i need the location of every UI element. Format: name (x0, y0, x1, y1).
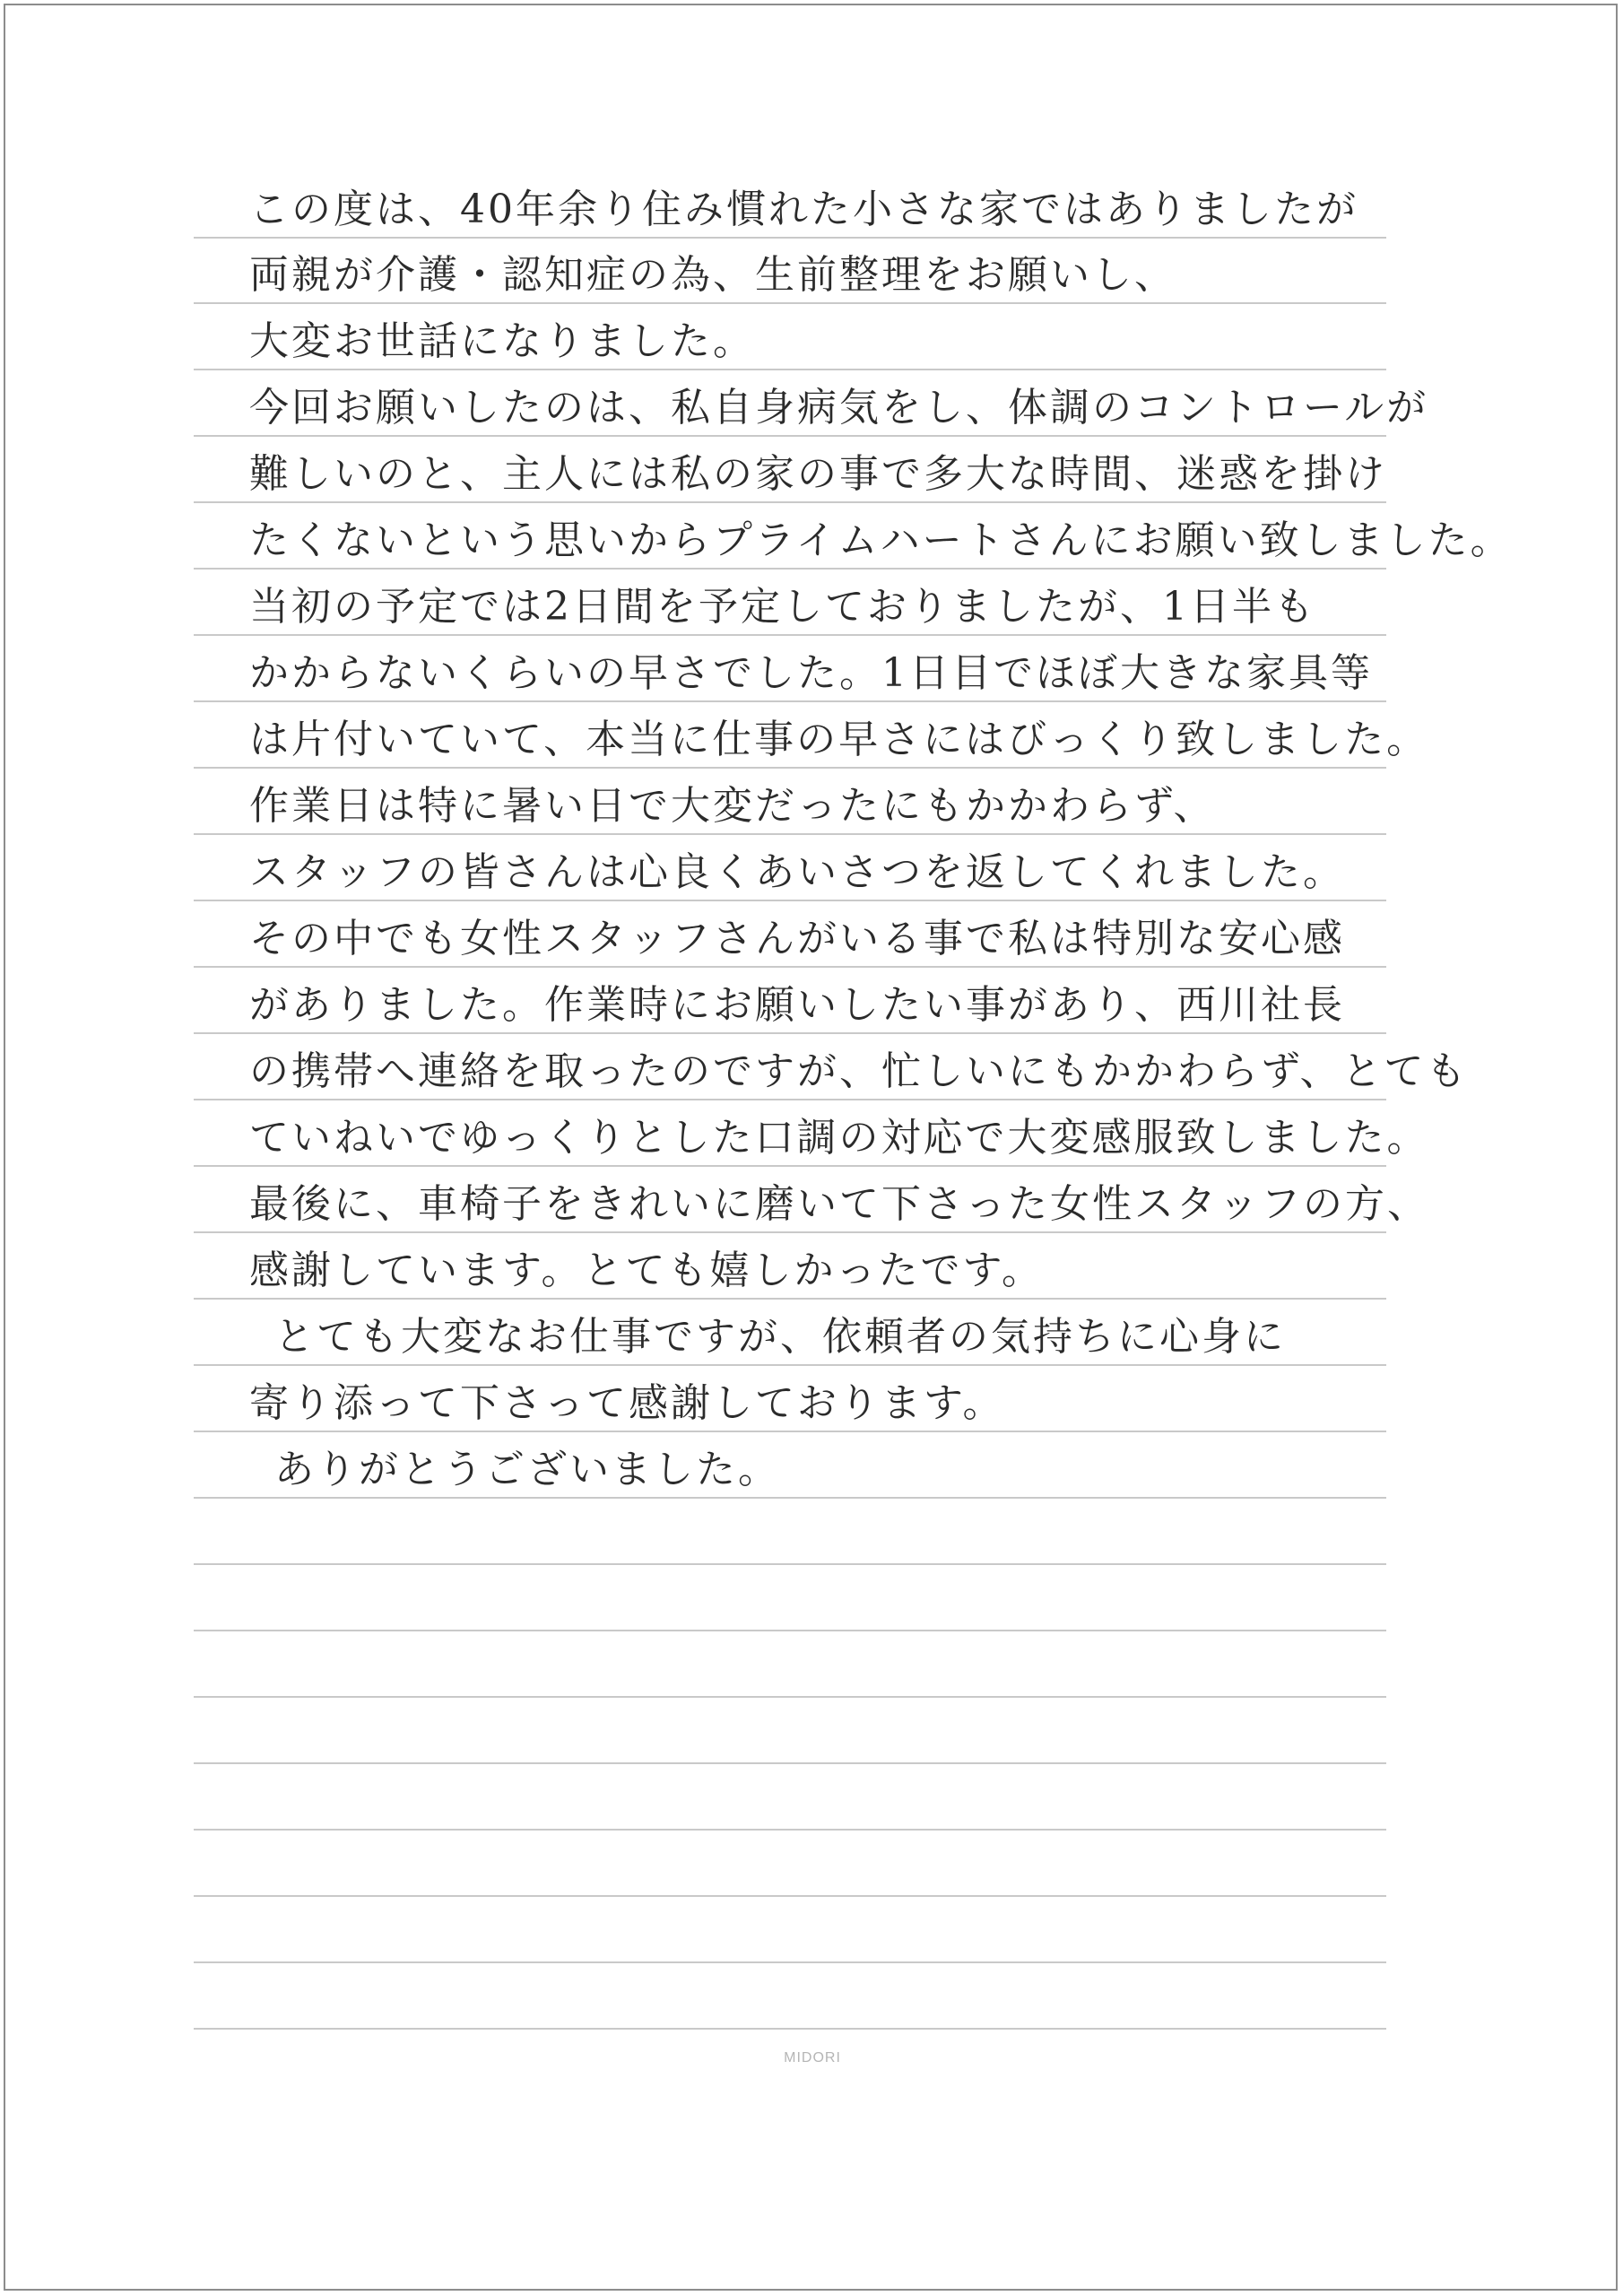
rule-line (194, 1165, 1386, 1167)
letter-line: 寄り添って下さって感謝しております。 (249, 1380, 1005, 1426)
letter-line: 今回お願いしたのは、私自身病気をし、体調のコントロールが (249, 385, 1429, 430)
letter-line: この度は、40年余り住み慣れた小さな家ではありましたが (249, 187, 1358, 232)
rule-line (194, 1099, 1386, 1100)
rule-line (194, 1696, 1386, 1698)
rule-line (194, 1762, 1386, 1764)
rule-line (194, 1895, 1386, 1897)
rule-line (194, 435, 1386, 437)
letter-line: とても大変なお仕事ですが、依頼者の気持ちに心身に (274, 1314, 1286, 1360)
rule-line (194, 700, 1386, 702)
letter-line: たくないという思いからプライムハートさんにお願い致しました。 (249, 517, 1513, 563)
brand-mark: MIDORI (784, 2050, 841, 2066)
rule-line (194, 237, 1386, 239)
letter-line: かからないくらいの早さでした。1日目でほぼ大きな家具等 (249, 650, 1373, 696)
rule-line (194, 568, 1386, 570)
letter-line: 両親が介護・認知症の為、生前整理をお願いし、 (249, 252, 1176, 298)
rule-line (194, 1431, 1386, 1432)
rule-line (194, 1497, 1386, 1499)
letter-line: 難しいのと、主人には私の家の事で多大な時間、迷惑を掛け (249, 451, 1387, 497)
letter-line: の携帯へ連絡を取ったのですが、忙しいにもかかわらず、とても (249, 1048, 1469, 1094)
rule-line (194, 1961, 1386, 1963)
letter-line: その中でも女性スタッフさんがいる事で私は特別な安心感 (249, 916, 1345, 961)
rule-line (194, 302, 1386, 304)
rule-line (194, 1630, 1386, 1631)
rule-line (194, 833, 1386, 835)
letter-line: 作業日は特に暑い日で大変だったにもかかわらず、 (249, 783, 1216, 829)
rule-line (194, 966, 1386, 968)
letter-line: 最後に、車椅子をきれいに磨いて下さった女性スタッフの方、 (249, 1181, 1429, 1227)
rule-line (194, 767, 1386, 769)
rule-line (194, 1829, 1386, 1831)
rule-line (194, 900, 1386, 901)
rule-line (194, 1298, 1386, 1300)
letter-line: 当初の予定では2日間を予定しておりましたが、1日半も (249, 584, 1316, 630)
rule-line (194, 1563, 1386, 1565)
rule-line (194, 2028, 1386, 2030)
rule-line (194, 1032, 1386, 1034)
notebook-sheet (4, 4, 1618, 2291)
letter-line: がありました。作業時にお願いしたい事があり、西川社長 (249, 982, 1345, 1028)
letter-line: 感謝しています。とても嬉しかったです。 (249, 1248, 1044, 1293)
rule-line (194, 1364, 1386, 1366)
rule-line (194, 634, 1386, 636)
letter-line: は片付いていて、本当に仕事の早さにはびっくり致しました。 (249, 717, 1429, 762)
letter-line: 大変お世話になりました。 (249, 318, 755, 364)
letter-line: スタッフの皆さんは心良くあいさつを返してくれました。 (249, 849, 1345, 895)
rule-line (194, 369, 1386, 370)
rule-line (194, 501, 1386, 503)
rule-line (194, 1231, 1386, 1233)
letter-line: ありがとうございました。 (274, 1447, 780, 1492)
letter-line: ていねいでゆっくりとした口調の対応で大変感服致しました。 (249, 1115, 1429, 1161)
